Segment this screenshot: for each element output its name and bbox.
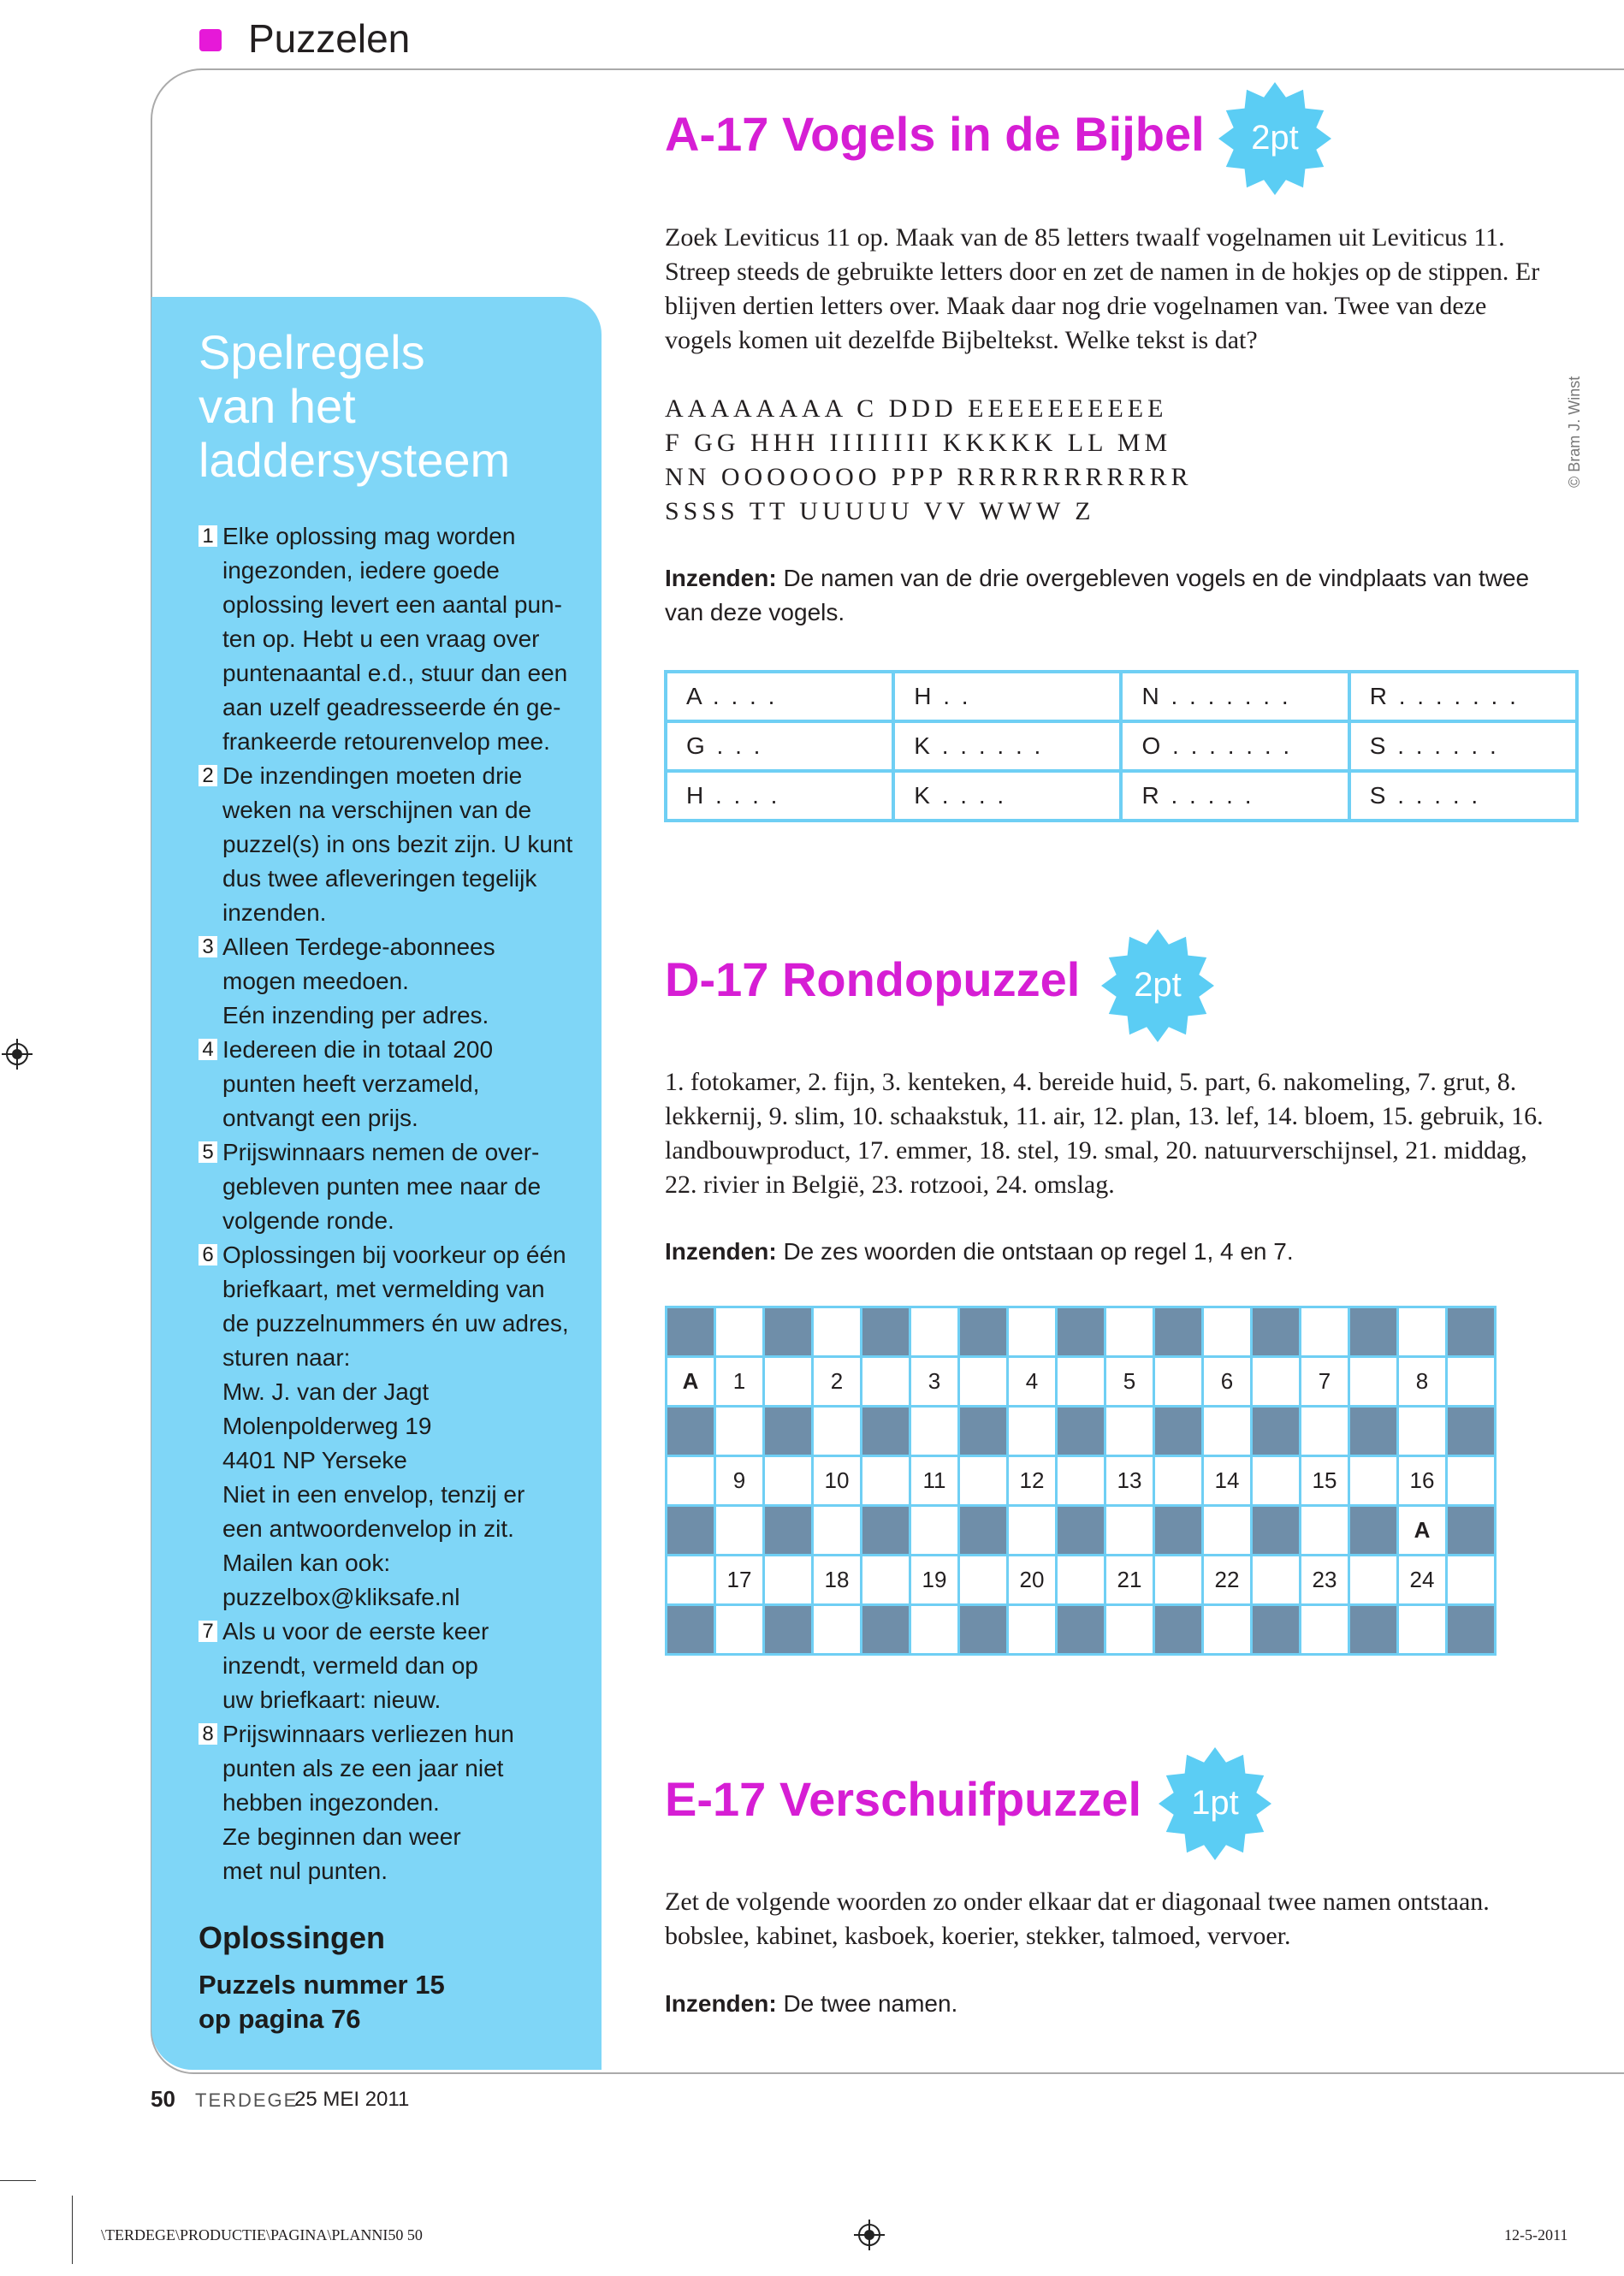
grid-cell[interactable] — [1301, 1506, 1349, 1556]
grid-cell-shaded[interactable] — [667, 1506, 715, 1556]
grid-cell[interactable] — [764, 1357, 813, 1407]
puzzle-d17-clues: 1. fotokamer, 2. fijn, 3. kenteken, 4. bereide huid, 5. part, 6. nakomeling, 7. grut, 8. lekkernij, 9. slim, 10. schaakstuk, 11. air, 12. plan, 13. lef, 14. bloem, 15. gebruik, 16. landbouwproduct, 17. emmer, 18. stel, 19. smal, 20. natuurverschijnsel, 21. middag, 22. rivier in België, 23. rotzooi, 24. omslag. — [665, 1068, 1544, 1199]
rule-item — [199, 930, 575, 1033]
grid-cell[interactable] — [1252, 1456, 1301, 1506]
grid-cell-shaded[interactable] — [764, 1407, 813, 1456]
grid-cell-shaded[interactable] — [764, 1506, 813, 1556]
solutions-reference: Puzzels nummer 15 op pagina 76 — [199, 1970, 445, 2034]
grid-cell[interactable] — [813, 1506, 862, 1556]
rule-item — [199, 1717, 575, 1888]
grid-cell[interactable] — [910, 1407, 959, 1456]
rule-text: Iedereen die in totaal 200 punten heeft verzameld, ontvangt een prijs. — [222, 1036, 494, 1131]
grid-cell[interactable] — [1057, 1556, 1105, 1605]
grid-cell[interactable] — [1252, 1556, 1301, 1605]
grid-cell-shaded[interactable] — [959, 1605, 1008, 1655]
grid-cell[interactable]: A — [667, 1357, 715, 1407]
grid-cell[interactable]: 16 — [1398, 1456, 1447, 1506]
section-title: Puzzelen — [248, 16, 411, 61]
grid-cell[interactable] — [1301, 1307, 1349, 1357]
grid-cell[interactable] — [1008, 1407, 1057, 1456]
rule-item — [199, 1033, 575, 1135]
letter-row: SSSS TT UUUUU VV WWW Z — [665, 497, 1095, 525]
star-badge-icon — [1155, 1744, 1275, 1864]
grid-cell-shaded[interactable] — [862, 1407, 910, 1456]
puzzle-e17-intro: Zet de volgende woorden zo onder elkaar dat er diagonaal twee namen ontstaan. bobslee, kabinet, kasboek, koerier, stekker, talmoed, vervoer. — [665, 1888, 1490, 1950]
puzzle-a17-submit — [665, 561, 1555, 630]
puzzle-e17-title: E-17 Verschuifpuzzel — [665, 1772, 1142, 1826]
grid-cell[interactable]: 24 — [1398, 1556, 1447, 1605]
grid-cell[interactable]: 23 — [1301, 1556, 1349, 1605]
grid-cell[interactable] — [862, 1456, 910, 1506]
grid-cell-shaded[interactable] — [959, 1506, 1008, 1556]
grid-cell[interactable] — [1105, 1506, 1154, 1556]
grid-cell[interactable]: 11 — [910, 1456, 959, 1506]
points-label: 2pt — [1134, 966, 1182, 1004]
grid-cell[interactable] — [959, 1556, 1008, 1605]
grid-cell-shaded[interactable] — [1349, 1605, 1398, 1655]
puzzle-d17-title: D-17 Rondopuzzel — [665, 952, 1081, 1006]
grid-cell[interactable] — [715, 1407, 764, 1456]
grid-cell[interactable] — [862, 1357, 910, 1407]
grid-cell[interactable]: 14 — [1203, 1456, 1252, 1506]
grid-cell[interactable] — [1398, 1307, 1447, 1357]
grid-cell-shaded[interactable] — [667, 1307, 715, 1357]
grid-cell-shaded[interactable] — [1057, 1407, 1105, 1456]
grid-cell[interactable]: 6 — [1203, 1357, 1252, 1407]
answer-grid-a17 — [664, 670, 1579, 822]
points-label: 2pt — [1251, 119, 1299, 157]
rule-number: 5 — [199, 1141, 217, 1163]
grid-cell[interactable] — [1301, 1407, 1349, 1456]
answer-cell[interactable]: K . . . . . . — [893, 721, 1121, 771]
rule-text: De inzendingen moeten drie weken na verschijnen van de puzzel(s) in ons bezit zijn. U kunt dus twee afleveringen tegelijk inzenden. — [222, 762, 573, 926]
grid-cell[interactable] — [1057, 1357, 1105, 1407]
grid-cell-shaded[interactable] — [1447, 1307, 1496, 1357]
rule-number: 8 — [199, 1723, 217, 1745]
grid-cell[interactable]: 3 — [910, 1357, 959, 1407]
grid-cell[interactable] — [1154, 1556, 1203, 1605]
grid-cell-shaded[interactable] — [1057, 1506, 1105, 1556]
grid-cell[interactable]: 21 — [1105, 1556, 1154, 1605]
rule-text: Alleen Terdege-abonnees mogen meedoen. Eén inzending per adres. — [222, 934, 495, 1028]
answer-cell[interactable]: G . . . — [666, 721, 893, 771]
grid-cell[interactable]: 17 — [715, 1556, 764, 1605]
grid-cell[interactable]: 22 — [1203, 1556, 1252, 1605]
rule-item — [199, 1135, 575, 1238]
grid-cell-shaded[interactable] — [1154, 1605, 1203, 1655]
grid-cell[interactable] — [667, 1456, 715, 1506]
grid-cell-shaded[interactable] — [1447, 1605, 1496, 1655]
answer-cell[interactable]: R . . . . . . . — [1349, 672, 1577, 721]
answer-cell[interactable]: A . . . . — [666, 672, 893, 721]
grid-cell[interactable]: 2 — [813, 1357, 862, 1407]
grid-cell[interactable] — [1447, 1556, 1496, 1605]
letter-pool — [665, 392, 1193, 529]
grid-cell[interactable] — [959, 1456, 1008, 1506]
grid-cell-shaded[interactable] — [862, 1605, 910, 1655]
rule-item — [199, 1238, 575, 1615]
grid-cell[interactable] — [1398, 1407, 1447, 1456]
crop-mark — [72, 2196, 73, 2264]
rule-item — [199, 1615, 575, 1717]
grid-cell[interactable] — [1008, 1605, 1057, 1655]
grid-cell[interactable] — [1154, 1357, 1203, 1407]
sidebar-title: Spelregels van het laddersysteem — [199, 325, 511, 487]
grid-cell-shaded[interactable] — [1057, 1307, 1105, 1357]
grid-cell[interactable]: 5 — [1105, 1357, 1154, 1407]
grid-cell-shaded[interactable] — [1349, 1407, 1398, 1456]
grid-cell-shaded[interactable] — [1252, 1407, 1301, 1456]
rule-number: 7 — [199, 1621, 217, 1642]
grid-cell-shaded[interactable] — [1154, 1407, 1203, 1456]
publication-name: TERDEGE — [195, 2089, 299, 2111]
grid-cell[interactable] — [1349, 1357, 1398, 1407]
grid-cell-shaded[interactable] — [667, 1605, 715, 1655]
grid-cell[interactable] — [813, 1307, 862, 1357]
grid-cell-shaded[interactable] — [1447, 1506, 1496, 1556]
grid-cell-shaded[interactable] — [1252, 1506, 1301, 1556]
answer-cell[interactable]: S . . . . . — [1349, 771, 1577, 821]
submit-label: Inzenden: — [665, 565, 777, 591]
print-slug-path: \TERDEGE\PRODUCTIE\PAGINA\PLANNI50 50 — [101, 2226, 423, 2243]
star-badge-icon — [1215, 79, 1335, 199]
grid-cell-shaded[interactable] — [1154, 1506, 1203, 1556]
grid-cell[interactable] — [1349, 1456, 1398, 1506]
grid-cell[interactable]: A — [1398, 1506, 1447, 1556]
grid-cell[interactable] — [1203, 1506, 1252, 1556]
grid-cell-shaded[interactable] — [959, 1307, 1008, 1357]
grid-cell[interactable]: 1 — [715, 1357, 764, 1407]
grid-cell[interactable] — [1105, 1605, 1154, 1655]
puzzle-e17-submit — [665, 1987, 1555, 2021]
rondo-grid — [665, 1306, 1497, 1656]
grid-cell[interactable] — [1057, 1456, 1105, 1506]
rule-item — [199, 519, 575, 759]
submit-text: De twee namen. — [776, 1990, 958, 2017]
grid-cell-shaded[interactable] — [1349, 1307, 1398, 1357]
grid-cell[interactable] — [1447, 1357, 1496, 1407]
points-label: 1pt — [1191, 1784, 1239, 1822]
rule-item — [199, 759, 575, 930]
rule-text: Prijswinnaars nemen de over- gebleven punten mee naar de volgende ronde. — [222, 1139, 542, 1234]
grid-cell-shaded[interactable] — [1447, 1407, 1496, 1456]
grid-cell[interactable] — [910, 1605, 959, 1655]
answer-cell[interactable]: S . . . . . . — [1349, 721, 1577, 771]
answer-cell[interactable]: H . . — [893, 672, 1121, 721]
grid-cell-shaded[interactable] — [1252, 1605, 1301, 1655]
submit-text: De namen van de drie overgebleven vogels en de vindplaats van twee van deze vogels. — [665, 565, 1530, 625]
grid-cell[interactable] — [1301, 1605, 1349, 1655]
grid-cell[interactable] — [910, 1307, 959, 1357]
grid-cell[interactable]: 19 — [910, 1556, 959, 1605]
grid-cell-shaded[interactable] — [862, 1506, 910, 1556]
grid-cell[interactable] — [813, 1605, 862, 1655]
grid-cell[interactable] — [764, 1456, 813, 1506]
grid-cell[interactable] — [813, 1407, 862, 1456]
grid-cell[interactable] — [1349, 1556, 1398, 1605]
solutions-heading: Oplossingen — [199, 1920, 386, 1955]
rule-text: Als u voor de eerste keer inzendt, vermeld dan op uw briefkaart: nieuw. — [222, 1618, 489, 1713]
answer-cell[interactable]: H . . . . — [666, 771, 893, 821]
grid-cell-shaded[interactable] — [1252, 1307, 1301, 1357]
grid-cell[interactable] — [1105, 1307, 1154, 1357]
grid-cell[interactable] — [1252, 1357, 1301, 1407]
letter-row: NN OOOOOOO PPP RRRRRRRRRRR — [665, 463, 1193, 491]
rule-number: 2 — [199, 765, 217, 786]
grid-cell[interactable] — [1203, 1307, 1252, 1357]
puzzle-a17-title: A-17 Vogels in de Bijbel — [665, 107, 1205, 161]
grid-cell[interactable]: 20 — [1008, 1556, 1057, 1605]
grid-cell[interactable] — [1398, 1605, 1447, 1655]
section-marker — [199, 29, 222, 51]
grid-cell[interactable] — [764, 1556, 813, 1605]
answer-cell[interactable]: R . . . . . — [1121, 771, 1348, 821]
page-number: 50 — [151, 2086, 175, 2112]
grid-cell-shaded[interactable] — [1154, 1307, 1203, 1357]
star-badge-icon — [1098, 926, 1218, 1046]
answer-cell[interactable]: O . . . . . . . — [1121, 721, 1348, 771]
grid-cell[interactable] — [715, 1506, 764, 1556]
grid-cell[interactable] — [1203, 1605, 1252, 1655]
grid-cell[interactable]: 13 — [1105, 1456, 1154, 1506]
registration-mark-icon — [2, 1039, 33, 1074]
submit-label: Inzenden: — [665, 1990, 777, 2017]
rule-text: Elke oplossing mag worden ingezonden, iedere goede oplossing levert een aantal pun- ten op. Hebt u een vraag over puntenaantal e.d., stuur dan een aan uzelf geadresseerde én ge- frankeerde retourenvelop mee. — [222, 523, 568, 755]
grid-cell[interactable]: 15 — [1301, 1456, 1349, 1506]
answer-cell[interactable]: N . . . . . . . — [1121, 672, 1348, 721]
grid-cell[interactable] — [715, 1307, 764, 1357]
puzzle-d17-submit — [665, 1235, 1555, 1269]
grid-cell-shaded[interactable] — [862, 1307, 910, 1357]
grid-cell[interactable] — [1008, 1506, 1057, 1556]
grid-cell-shaded[interactable] — [1057, 1605, 1105, 1655]
rule-number: 4 — [199, 1039, 217, 1060]
submit-text: De zes woorden die ontstaan op regel 1, 4 en 7. — [776, 1238, 1294, 1265]
registration-mark-icon — [854, 2220, 885, 2255]
grid-cell[interactable]: 8 — [1398, 1357, 1447, 1407]
issue-date: 25 MEI 2011 — [294, 2088, 410, 2111]
grid-cell[interactable] — [910, 1506, 959, 1556]
points-badge-d17 — [1098, 926, 1218, 1050]
grid-cell[interactable] — [1154, 1456, 1203, 1506]
grid-cell[interactable] — [1008, 1307, 1057, 1357]
grid-cell[interactable] — [1447, 1456, 1496, 1506]
grid-cell[interactable] — [1203, 1407, 1252, 1456]
rule-number: 1 — [199, 525, 217, 547]
grid-cell-shaded[interactable] — [667, 1407, 715, 1456]
rule-number: 3 — [199, 936, 217, 957]
submit-label: Inzenden: — [665, 1238, 777, 1265]
grid-cell[interactable] — [862, 1556, 910, 1605]
print-slug-date: 12-5-2011 — [1504, 2226, 1568, 2243]
grid-cell[interactable] — [667, 1556, 715, 1605]
grid-cell[interactable]: 18 — [813, 1556, 862, 1605]
grid-cell[interactable]: 12 — [1008, 1456, 1057, 1506]
grid-cell-shaded[interactable] — [959, 1407, 1008, 1456]
answer-cell[interactable]: K . . . . — [893, 771, 1121, 821]
rule-number: 6 — [199, 1244, 217, 1265]
grid-cell-shaded[interactable] — [764, 1307, 813, 1357]
rule-text: Oplossingen bij voorkeur op één briefkaart, met vermelding van de puzzelnummers én uw adres, sturen naar: Mw. J. van der Jagt Molenpolderweg 19 4401 NP Yerseke Niet in een envelop, tenzij er een antwoordenvelop in zit. Mailen kan ook: puzzelbox@kliksafe.nl — [222, 1242, 569, 1610]
points-badge-e17 — [1155, 1744, 1275, 1868]
grid-cell-shaded[interactable] — [764, 1605, 813, 1655]
crop-mark — [0, 2180, 36, 2181]
letter-row: AAAAAAAA C DDD EEEEEEEEEE — [665, 394, 1168, 423]
photo-credit: © Bram J. Winst — [1566, 376, 1583, 488]
grid-cell[interactable] — [959, 1357, 1008, 1407]
points-badge-a17 — [1215, 79, 1335, 203]
grid-cell[interactable] — [715, 1605, 764, 1655]
rule-text: Prijswinnaars verliezen hun punten als ze een jaar niet hebben ingezonden. Ze beginnen dan weer met nul punten. — [222, 1721, 514, 1884]
grid-cell[interactable]: 7 — [1301, 1357, 1349, 1407]
puzzle-a17-intro: Zoek Leviticus 11 op. Maak van de 85 letters twaalf vogelnamen uit Leviticus 11. Streep steeds de gebruikte letters door en zet de namen in de hokjes op de stippen. Er blijven dertien letters over. Maak daar nog drie vogelnamen van. Twee van deze vogels komen uit dezelfde Bijbeltekst. Welke tekst is dat? — [665, 223, 1540, 354]
grid-cell[interactable]: 10 — [813, 1456, 862, 1506]
grid-cell[interactable]: 4 — [1008, 1357, 1057, 1407]
letter-row: F GG HHH IIIIIIII KKKKK LL MM — [665, 429, 1172, 457]
grid-cell[interactable]: 9 — [715, 1456, 764, 1506]
grid-cell-shaded[interactable] — [1349, 1506, 1398, 1556]
grid-cell[interactable] — [1105, 1407, 1154, 1456]
